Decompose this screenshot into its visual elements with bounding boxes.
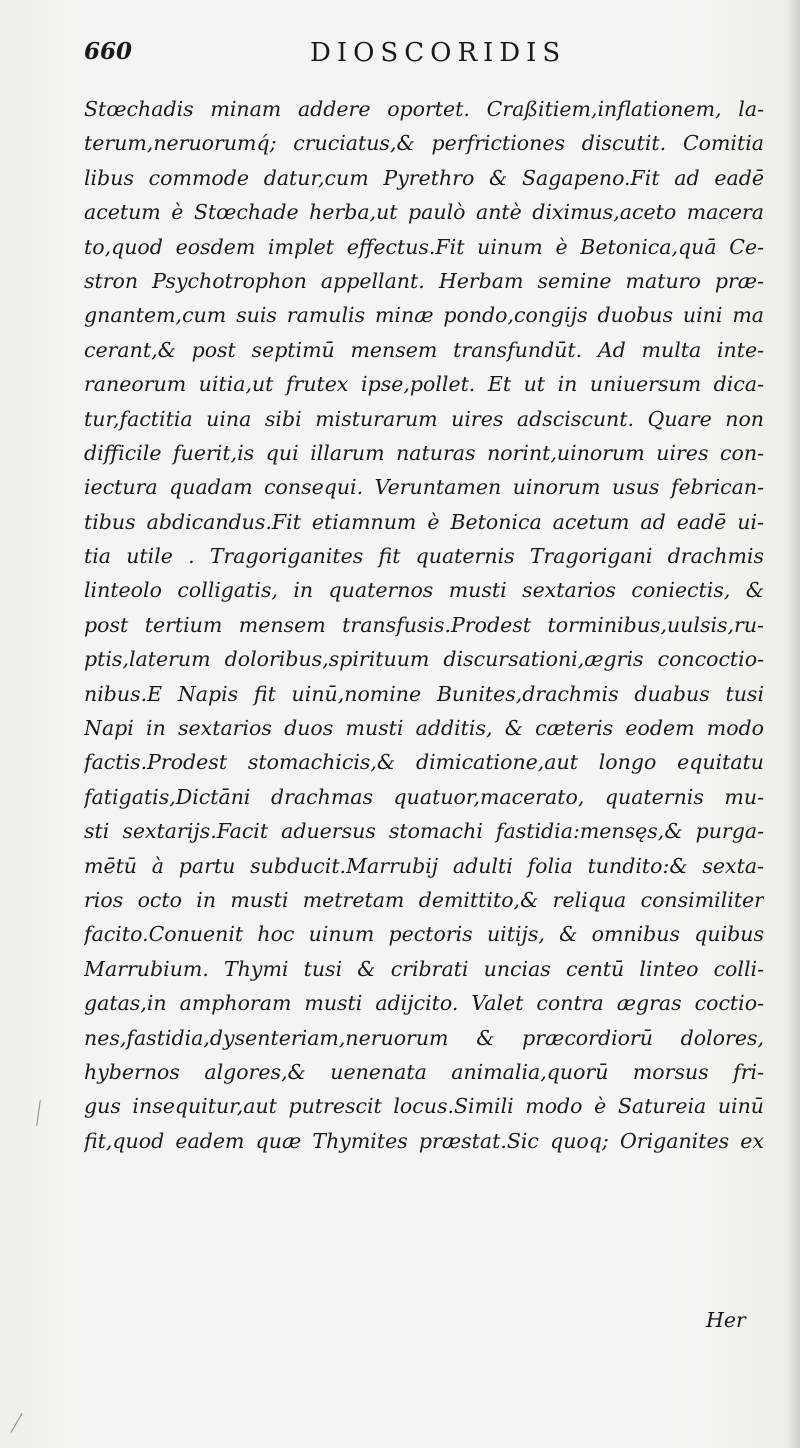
text-line: cerant,& post septimū mensem transfundūt. Ad multa inte- — [84, 337, 764, 362]
text-line: ptis,laterum doloribus,spirituum discursationi,ægris concoctio- — [84, 647, 764, 672]
text-line: tibus abdicandus.Fit etiamnum è Betonica acetum ad eadē ui- — [84, 509, 764, 534]
running-title: DIOSCORIDIS — [310, 38, 567, 68]
text-line: tia utile . Tragoriganites fit quaternis Tragorigani drachmis — [84, 544, 764, 569]
body-text — [84, 92, 764, 1158]
page-number: 660 — [84, 38, 133, 65]
text-line: libus commode datur,cum Pyrethro & Sagapeno.Fit ad eadē — [84, 165, 764, 190]
margin-mark — [36, 1100, 41, 1126]
page-edge-shadow — [786, 0, 800, 1448]
text-line: acetum è Stœchade herba,ut paulò antè diximus,aceto macera — [84, 200, 764, 225]
text-line: rios octo in musti metretam demittito,& reliqua consimiliter — [84, 887, 764, 912]
text-line: mētū à partu subducit.Marrubij adulti folia tundito:& sexta- — [84, 853, 764, 878]
text-line: gus insequitur,aut putrescit locus.Simili modo è Satureia uinū — [84, 1094, 764, 1119]
text-line: factis.Prodest stomachicis,& dimicatione,aut longo equitatu — [84, 750, 764, 775]
text-line: iectura quadam consequi. Veruntamen uinorum usus febrican- — [84, 475, 764, 500]
text-line: post tertium mensem transfusis.Prodest torminibus,uulsis,ru- — [84, 612, 764, 637]
text-line: fit,quod eadem quæ Thymites præstat.Sic quoq; Origanites ex — [84, 1128, 764, 1153]
margin-mark — [11, 1413, 23, 1433]
text-line: Stœchadis minam addere oportet. Craßitiem,inflationem, la- — [84, 97, 764, 121]
text-line: hybernos algores,& uenenata animalia,quorū morsus fri- — [84, 1059, 764, 1084]
text-line: gatas,in amphoram musti adijcito. Valet contra ægras coctio- — [84, 991, 764, 1016]
text-line: sti sextarijs.Facit aduersus stomachi fastidia:mensęs,& purga- — [84, 819, 764, 844]
text-line: facito.Conuenit hoc uinum pectoris uitijs, & omnibus quibus — [84, 922, 764, 947]
text-line: difficile fuerit,is qui illarum naturas norint,uinorum uires con- — [84, 440, 764, 465]
catchword: Her — [706, 1308, 746, 1332]
text-line: gnantem,cum suis ramulis minæ pondo,congijs duobus uini ma — [84, 303, 764, 328]
text-line: Napi in sextarios duos musti additis, & cæteris eodem modo — [84, 716, 764, 741]
text-line: raneorum uitia,ut frutex ipse,pollet. Et ut in uniuersum dica- — [84, 372, 764, 397]
text-line: terum,neruorumq́; cruciatus,& perfrictiones discutit. Comitia — [84, 131, 764, 156]
text-line: tur,factitia uina sibi misturarum uires adsciscunt. Quare non — [84, 406, 764, 431]
text-line: nibus.E Napis fit uinū,nomine Bunites,drachmis duabus tusi — [84, 681, 764, 706]
text-line: linteolo colligatis, in quaternos musti sextarios coniectis, & — [84, 578, 764, 603]
text-line: fatigatis,Dictāni drachmas quatuor,macerato, quaternis mu- — [84, 784, 764, 809]
text-line: to,quod eosdem implet effectus.Fit uinum è Betonica,quā Ce- — [84, 234, 764, 259]
text-line: Marrubium. Thymi tusi & cribrati uncias centū linteo colli- — [84, 956, 764, 981]
text-line: nes,fastidia,dysenteriam,neruorum & præcordiorū dolores, — [84, 1025, 764, 1050]
page-header — [0, 38, 800, 78]
text-line: stron Psychotrophon appellant. Herbam semine maturo præ- — [84, 268, 764, 293]
